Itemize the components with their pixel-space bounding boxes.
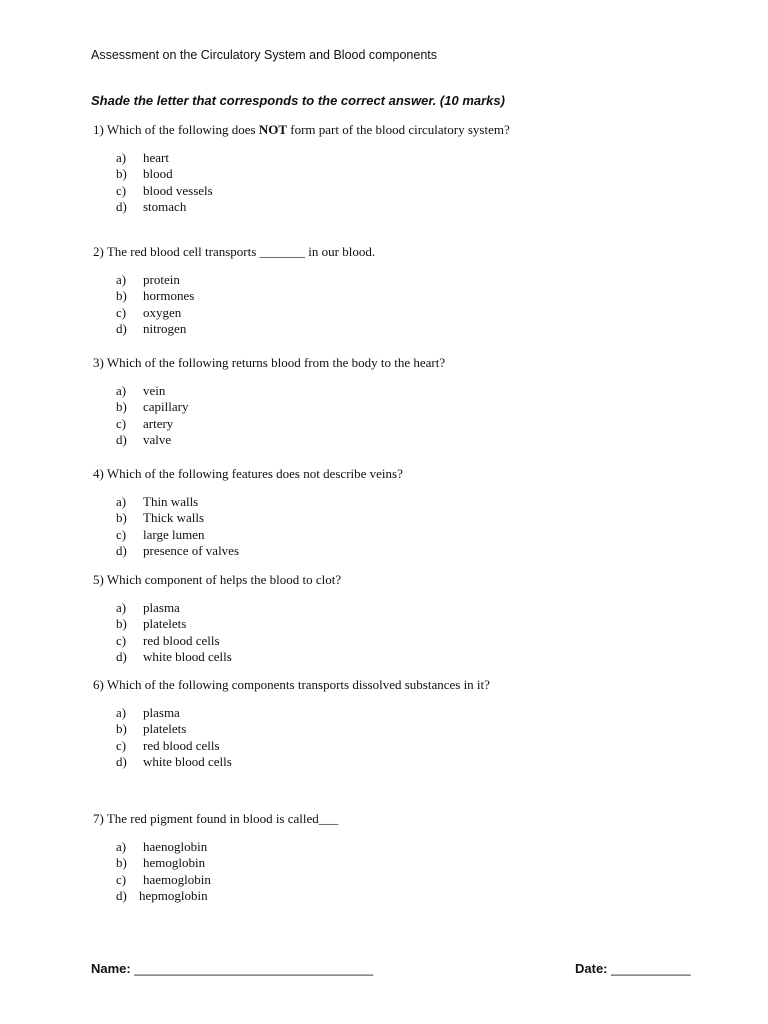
option-letter: d) <box>116 649 127 665</box>
option-letter: c) <box>116 182 127 198</box>
option-letter: b) <box>116 721 127 737</box>
option-b[interactable] <box>116 166 213 182</box>
question-6: 6) Which of the following components transports dissolved substances in it? <box>93 677 490 692</box>
option-text: artery <box>143 415 174 431</box>
option-letter: a) <box>116 494 127 509</box>
option-c[interactable] <box>116 183 213 199</box>
option-text: Thick walls <box>143 510 205 526</box>
option-d[interactable] <box>116 199 213 215</box>
option-d[interactable] <box>116 888 211 904</box>
option-b[interactable] <box>116 288 194 304</box>
option-text: valve <box>143 432 172 448</box>
option-letter: c) <box>116 304 127 320</box>
option-text: white blood cells <box>143 649 232 665</box>
option-text: hepmoglobin <box>139 888 208 904</box>
options-2 <box>116 272 194 338</box>
question-text: 1) Which of the following does <box>93 122 259 137</box>
option-c[interactable] <box>116 738 232 754</box>
option-letter: b) <box>116 616 127 632</box>
name-field[interactable] <box>91 961 373 976</box>
option-text: Thin walls <box>143 494 199 509</box>
option-text: white blood cells <box>143 754 232 770</box>
options-5 <box>116 600 232 666</box>
option-d[interactable] <box>116 649 232 665</box>
option-letter: a) <box>116 839 127 854</box>
option-letter: b) <box>116 288 127 304</box>
name-line: _________________________________ <box>134 961 373 976</box>
option-letter: b) <box>116 399 127 415</box>
option-letter: a) <box>116 272 127 287</box>
option-letter: a) <box>116 150 127 165</box>
option-letter: d) <box>116 199 127 215</box>
option-c[interactable] <box>116 633 232 649</box>
option-letter: b) <box>116 855 127 871</box>
option-letter: d) <box>116 432 127 448</box>
option-text: heart <box>143 150 169 165</box>
option-text: presence of valves <box>143 543 240 559</box>
question-4: 4) Which of the following features does not describe veins? <box>93 466 403 481</box>
name-label: Name: <box>91 961 131 976</box>
option-a[interactable] <box>116 150 213 166</box>
option-c[interactable] <box>116 872 211 888</box>
option-d[interactable] <box>116 432 188 448</box>
question-3: 3) Which of the following returns blood from the body to the heart? <box>93 355 446 370</box>
option-text: capillary <box>143 399 189 415</box>
option-a[interactable] <box>116 600 232 616</box>
option-text: red blood cells <box>143 737 220 753</box>
option-text: protein <box>143 272 180 287</box>
option-letter: c) <box>116 737 127 753</box>
option-letter: d) <box>116 321 127 337</box>
options-6 <box>116 705 232 771</box>
option-c[interactable] <box>116 305 194 321</box>
question-5: 5) Which component of helps the blood to clot? <box>93 572 342 587</box>
option-text: hemoglobin <box>143 855 206 871</box>
option-text: nitrogen <box>143 321 187 337</box>
option-letter: c) <box>116 526 127 542</box>
options-7 <box>116 839 211 905</box>
option-letter: c) <box>116 871 127 887</box>
options-1 <box>116 150 213 216</box>
option-letter: a) <box>116 705 127 720</box>
option-d[interactable] <box>116 321 194 337</box>
option-letter: c) <box>116 632 127 648</box>
options-3 <box>116 383 188 449</box>
option-letter: d) <box>116 543 127 559</box>
option-text: hormones <box>143 288 195 304</box>
date-line: ___________ <box>611 961 691 976</box>
option-b[interactable] <box>116 510 239 526</box>
option-letter: c) <box>116 415 127 431</box>
option-a[interactable] <box>116 705 232 721</box>
option-letter: b) <box>116 166 127 182</box>
option-text: oxygen <box>143 304 182 320</box>
option-a[interactable] <box>116 494 239 510</box>
option-letter: d) <box>116 888 127 904</box>
option-b[interactable] <box>116 399 188 415</box>
option-letter: a) <box>116 600 127 615</box>
option-letter: a) <box>116 383 127 398</box>
option-b[interactable] <box>116 855 211 871</box>
option-a[interactable] <box>116 383 188 399</box>
question-2: 2) The red blood cell transports _______ in our blood. <box>93 244 376 259</box>
date-label: Date: <box>575 961 608 976</box>
option-a[interactable] <box>116 272 194 288</box>
option-c[interactable] <box>116 527 239 543</box>
option-d[interactable] <box>116 543 239 559</box>
page-title: Assessment on the Circulatory System and Blood components <box>91 48 438 62</box>
option-text: vein <box>143 383 166 398</box>
option-text: haenoglobin <box>143 839 208 854</box>
question-1 <box>93 122 510 138</box>
option-text: large lumen <box>143 526 205 542</box>
question-7: 7) The red pigment found in blood is called___ <box>93 811 339 826</box>
option-a[interactable] <box>116 839 211 855</box>
option-text: platelets <box>143 616 187 632</box>
option-text: blood vessels <box>143 182 213 198</box>
question-emphasis: NOT <box>258 122 288 137</box>
option-c[interactable] <box>116 416 188 432</box>
question-text: form part of the blood circulatory system? <box>287 122 510 137</box>
option-text: blood <box>143 166 173 182</box>
option-text: haemoglobin <box>143 871 211 887</box>
option-letter: d) <box>116 754 127 770</box>
instruction: Shade the letter that corresponds to the correct answer. (10 marks) <box>91 93 505 108</box>
option-b[interactable] <box>116 616 232 632</box>
option-text: platelets <box>143 721 187 737</box>
date-field[interactable] <box>575 961 691 976</box>
option-b[interactable] <box>116 721 232 737</box>
option-letter: b) <box>116 510 127 526</box>
option-text: plasma <box>143 600 180 615</box>
option-text: red blood cells <box>143 632 220 648</box>
option-d[interactable] <box>116 754 232 770</box>
option-text: stomach <box>143 199 187 215</box>
options-4 <box>116 494 239 560</box>
option-text: plasma <box>143 705 180 720</box>
